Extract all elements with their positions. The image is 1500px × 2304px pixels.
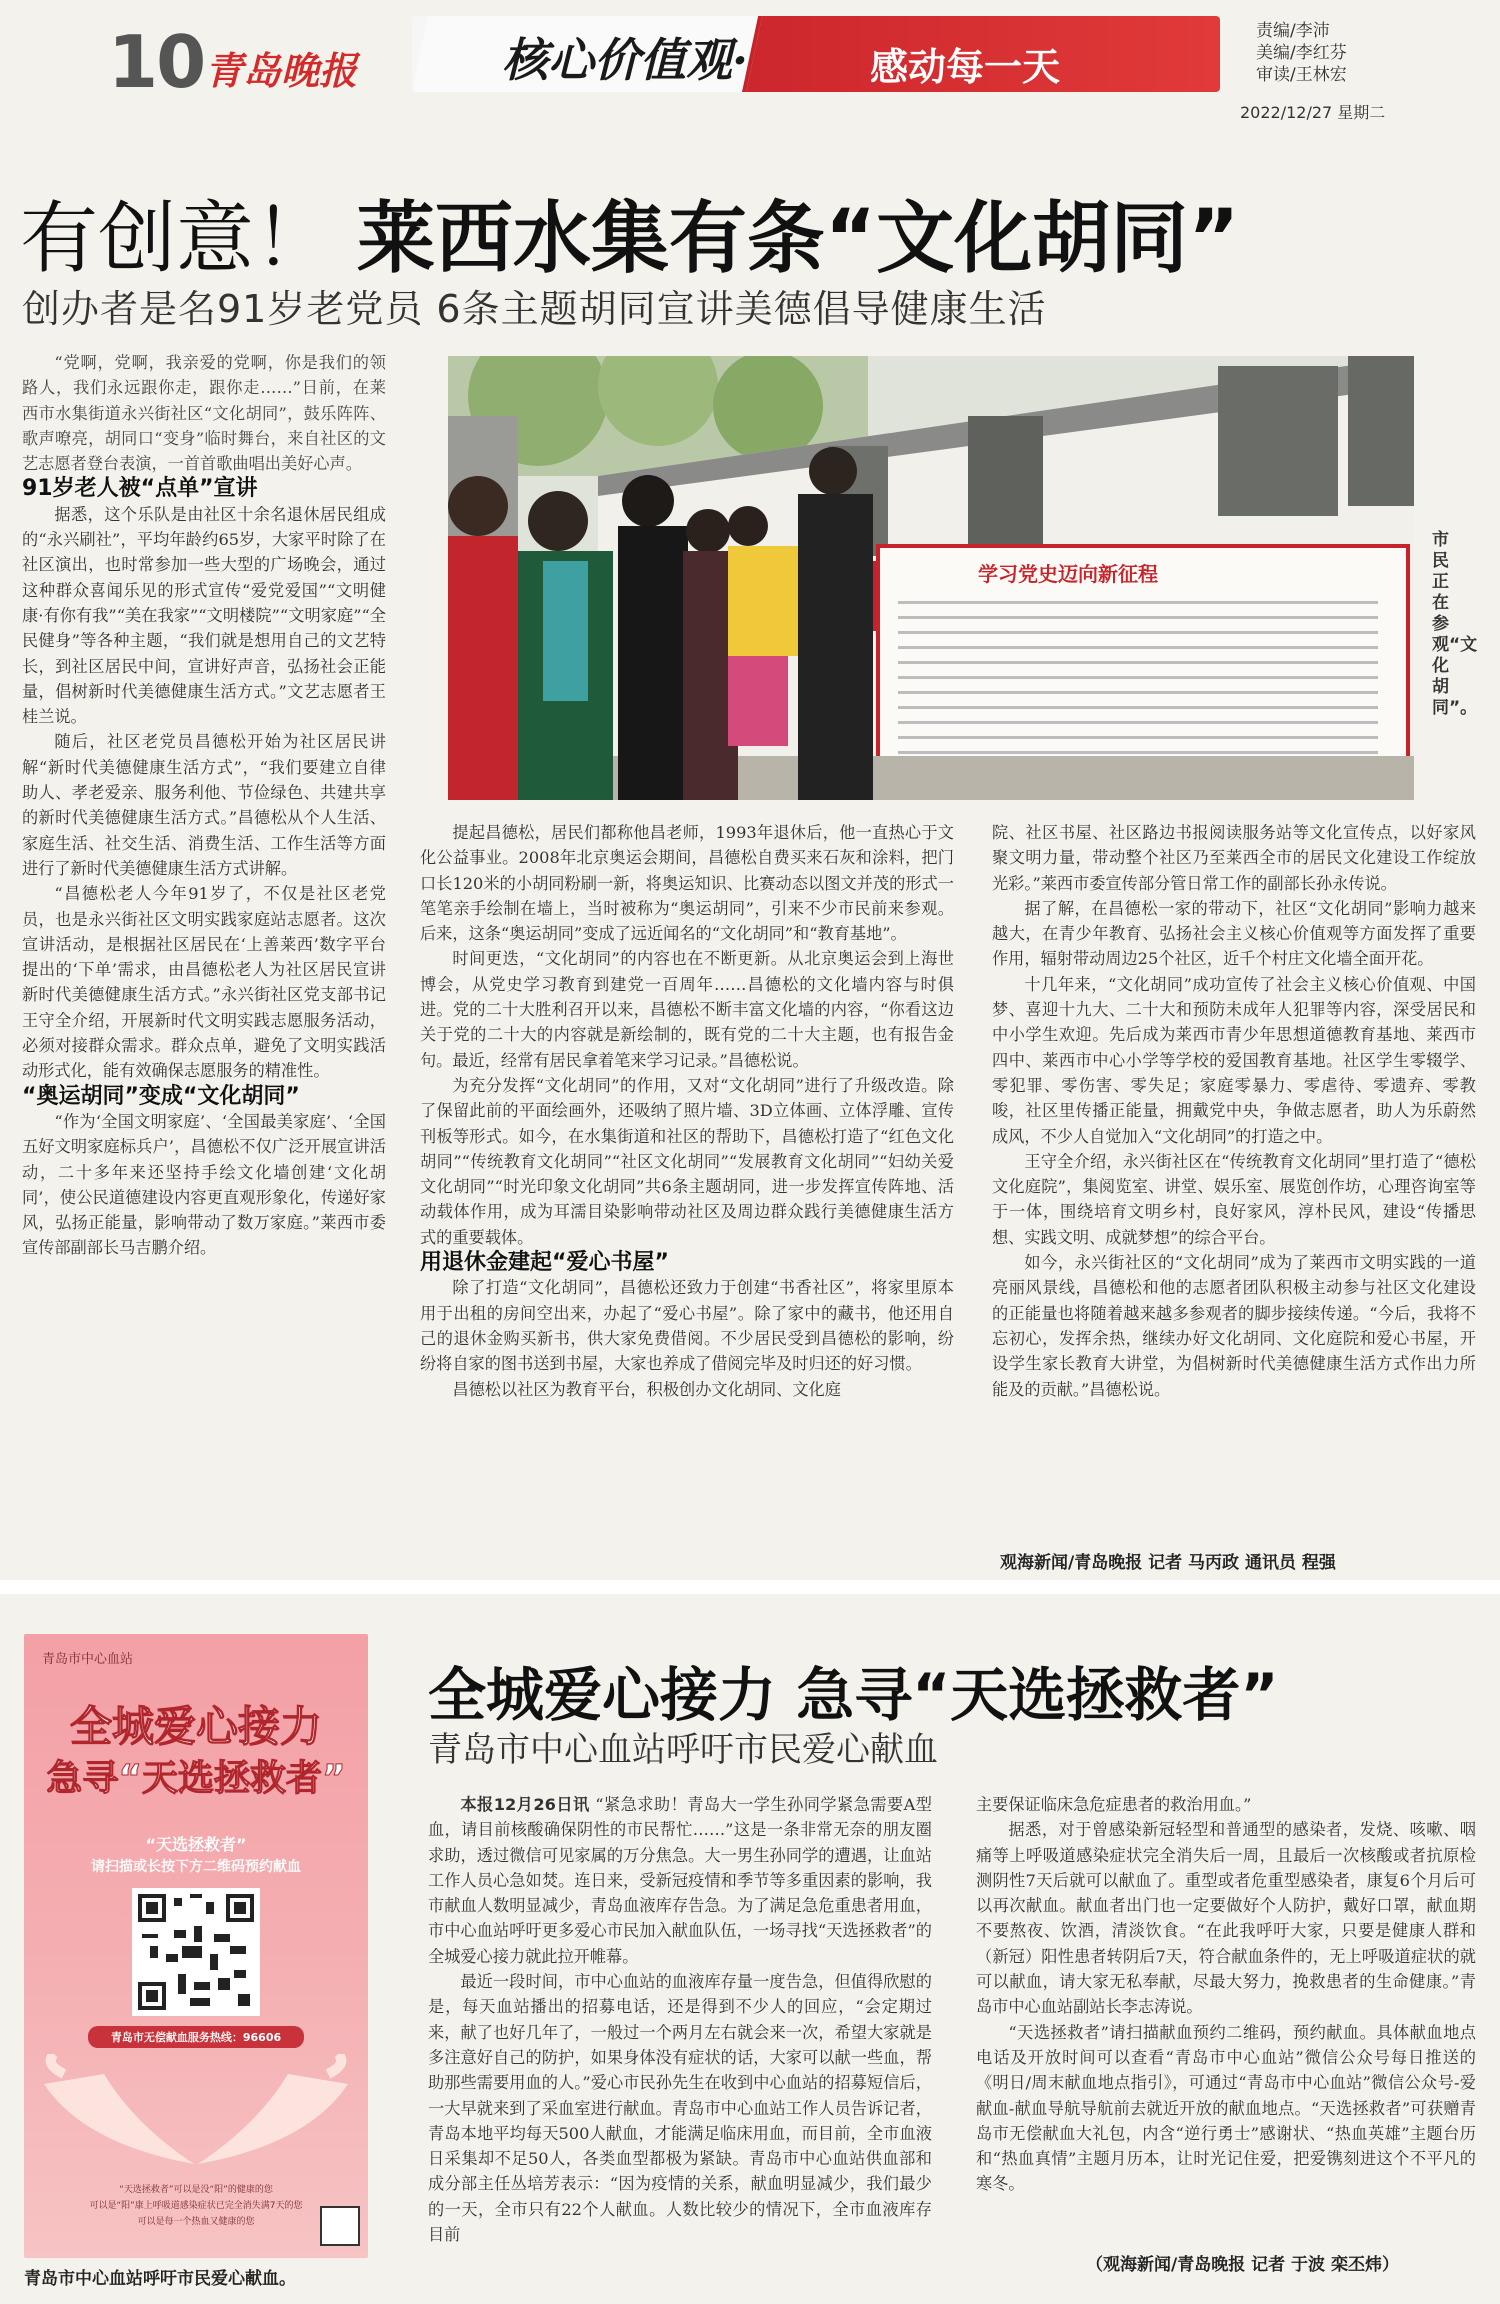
section-divider (0, 1580, 1500, 1594)
section-heading: 用退休金建起“爱心书屋” (420, 1250, 669, 1276)
page-number: 10 (108, 20, 205, 104)
article1-byline: 观海新闻/青岛晚报 记者 马丙政 通讯员 程强 (1000, 1553, 1336, 1573)
editor-credits (1256, 20, 1347, 86)
poster-title-line2: 急寻“天选拯救者” (46, 1758, 346, 1799)
paragraph: 据了解，在昌德松一家的带动下，社区“文化胡同”影响力越来越大，在青少年教育、弘扬社会主义核心价值观等方面发挥了重要作用，辐射带动周边25个社区，近千个村庄文化墙全面开花。 (992, 898, 1476, 969)
article2-subheadline: 青岛市中心血站呼吁市民爱心献血 (428, 1730, 938, 1770)
article1-lead: “党啊，党啊，我亲爱的党啊，你是我们的领路人，我们永远跟你走，跟你走……”日前，在莱西市水集街道永兴街社区“文化胡同”，鼓乐阵阵、歌声嘹亮，胡同口“变身”临时舞台，来自社区的文艺志愿者登台表演，一首首歌曲唱出美好心声。 (22, 353, 386, 474)
credit-proofreader: 审读/王林宏 (1256, 65, 1347, 85)
qr-code[interactable] (132, 1888, 260, 2016)
dateline: 本报12月26日讯 (460, 1795, 590, 1814)
paragraph: 为充分发挥“文化胡同”的作用，又对“文化胡同”进行了升级改造。除了保留此前的平面绘画外，还吸纳了照片墙、3D立体画、立体浮雕、宣传刊板等形式。如今，在水集街道和社区的帮助下，昌德松打造了“红色文化胡同”“传统教育文化胡同”“社区文化胡同”“发展教育文化胡同”“妇幼关爱文化胡同”“时光印象文化胡同”共6条主题胡同，进一步发挥宣传阵地、活动载体作用，成为耳濡目染影响带动社区及周边群众践行美德健康生活方式的重要载体。 (420, 1075, 954, 1247)
article2-byline: （观海新闻/青岛晚报 记者 于波 栾丕炜） (1086, 2255, 1399, 2275)
credit-designer: 美编/李红芬 (1256, 43, 1347, 63)
paragraph: 提起昌德松，居民们都称他昌老师，1993年退休后，他一直热心于文化公益事业。2008年北京奥运会期间，昌德松自费买来石灰和涂料，把门口长120米的小胡同粉刷一新，将奥运知识、比赛动态以图文并茂的形式一笔笔亲手绘制在墙上，当时被称为“奥运胡同”，引来不少市民前来参观。后来，这条“奥运胡同”变成了远近闻名的“文化胡同”和“教育基地”。 (420, 823, 954, 944)
section-heading: 91岁老人被“点单”宣讲 (22, 476, 258, 502)
article2-column-1 (428, 1792, 932, 2292)
paragraph: 主要保证临床急危症患者的救治用血。” (976, 1795, 1252, 1814)
headline-prefix: 有创意！ (20, 194, 333, 284)
photo-caption: 市民正在参观“文化胡同”。 (1432, 530, 1478, 718)
poster-note-line1: “天选拯救者”可以是没“阳”的健康的您 (119, 2185, 273, 2195)
article-photo (448, 356, 1414, 800)
article1-headline (20, 176, 1239, 288)
headline-main: 莱西水集有条“文化胡同” (356, 194, 1240, 284)
column-banner (412, 16, 1220, 92)
banner-subtitle: 感动每一天 (870, 45, 1061, 89)
article1-column-2 (420, 820, 954, 1572)
paragraph: 最近一段时间，市中心血站的血液库存量一度告急，但值得欣慰的是，每天血站播出的招募电话，还是得到不少人的回应，“会定期过来，献了也好几年了，一般过一个两月左右就会来一次，希望大家就是多注意好自己的防护，如果身体没有症状的话，大家可以献一些血，帮助那些需要用血的人。”爱心市民孙先生在收到中心血站的招募短信后，一大早就来到了采血室进行献血。青岛市中心血站工作人员告诉记者，青岛本地平均每天500人献血，才能满足临床用血，而目前，全市血液日采集却不足50人，各类血型都极为紧缺。青岛市中心血站供血部和成分部主任丛培芳表示：“因为疫情的关系，献血明显减少，我们最少的一天，全市只有22个人献血。人数比较少的情况下，全市血液库存目前 (428, 1972, 932, 2245)
paragraph: 十几年来，“文化胡同”成功宣传了社会主义核心价值观、中国梦、喜迎十九大、二十大和预防未成年人犯罪等内容，深受居民和中小学生欢迎。先后成为莱西市青少年思想道德教育基地、莱西市四中、莱西市中心小学等学校的爱国教育基地。社区学生零辍学、零犯罪、零伤害、零失足；家庭零暴力、零虐待、零遗弃、零教唆，社区里传播正能量，拥戴党中央，争做志愿者，助人为乐蔚然成风，不少人自觉加入“文化胡同”的打造之中。 (992, 974, 1476, 1146)
paragraph: “昌德松老人今年91岁了，不仅是社区老党员，也是永兴街社区文明实践家庭站志愿者。这次宣讲活动，是根据社区居民在‘上善莱西’数字平台提出的‘下单’需求，由昌德松老人为社区居民宣讲新时代美德健康生活方式。”永兴街社区党支部书记王守全介绍，开展新时代文明实践志愿服务活动，必须对接群众需求。群众点单，避免了文明实践活动形式化，能有效确保志愿服务的精准性。 (22, 884, 386, 1081)
small-qr-code (320, 2206, 360, 2246)
paragraph: 昌德松以社区为教育平台，积极创办文化胡同、文化庭 (452, 1379, 841, 1399)
credit-editor: 责编/李沛 (1256, 21, 1330, 41)
issue-date: 2022/12/27 星期二 (1240, 103, 1386, 122)
wall-title: 学习党史迈向新征程 (978, 562, 1158, 586)
paragraph: 如今，永兴街社区的“文化胡同”成为了莱西市文明实践的一道亮丽风景线，昌德松和他的志愿者团队积极主动参与社区文化建设的正能量也将随着越来越多参观者的脚步接续传递。“今后，我将不忘初心，发挥余热，继续办好文化胡同、文化庭院和爱心书屋，开设学生家长教育大讲堂，为倡树新时代美德健康生活方式作出力所能及的贡献。”昌德松说。 (992, 1253, 1476, 1399)
paragraph: 据悉，对于曾感染新冠轻型和普通型的感染者，发烧、咳嗽、咽痛等上呼吸道感染症状完全消失后一周，且最后一次核酸或者抗原检测阴性7天后就可以献血了。重型或者危重型感染者，康复6个月后可以再次献血。献血者出门也一定要做好个人防护，戴好口罩，献血期不要熬夜、饮酒，清淡饮食。“在此我呼吁大家，只要是健康人群和（新冠）阳性患者转阴后7天，符合献血条件的，无上呼吸道症状的就可以献血，请大家无私奉献，尽最大努力，挽救患者的生命健康。”青岛市中心血站副站长李志涛说。 (976, 1820, 1476, 2017)
hands-illustration (24, 2054, 368, 2174)
article1-subheadline: 创办者是名91岁老党员 6条主题胡同宣讲美德倡导健康生活 (22, 287, 1047, 331)
paper-name: 青岛晚报 (205, 48, 358, 93)
paragraph: “紧急求助！青岛大一学生孙同学紧急需要A型血，请目前核酸确保阴性的市民帮忙……”这是一条非常无奈的朋友圈求助，透过微信可见家属的万分焦急。大一男生孙同学的遭遇，让血站工作人员心急如焚。连日来，受新冠疫情和季节等多重因素的影响，我市献血人数明显减少，青岛血液库存告急。为了满足急危重患者用血，市中心血站呼吁更多爱心市民加入献血队伍，一场寻找“天选拯救者”的全城爱心接力就此拉开帷幕。 (428, 1795, 932, 1966)
section-heading: “奥运胡同”变成“文化胡同” (22, 1083, 300, 1109)
article1-column-3 (992, 820, 1476, 1545)
paragraph: 时间更迭，“文化胡同”的内容也在不断更新。从北京奥运会到上海世博会，从党史学习教育到建党一百周年……昌德松的文化墙内容与时俱进。党的二十大胜利召开以来，昌德松不断丰富文化墙的内容，“你看这边关于党的二十大的内容就是新绘制的，既有党的二十大主题，也有报告金句。最近，经常有居民拿着笔来学习记录。”昌德松说。 (420, 949, 954, 1070)
article2-column-2 (976, 1792, 1476, 2242)
paragraph: 随后，社区老党员昌德松开始为社区居民讲解“新时代美德健康生活方式”，“我们要建立自律助人、孝老爱亲、服务利他、节俭绿色、共建共享的新时代美德健康生活方式。”昌德松从个人生活、家庭生活、社交生活、消费生活、工作生活等方面进行了新时代美德健康生活方式讲解。 (22, 732, 386, 878)
poster-instruction-line2: 请扫描或长按下方二维码预约献血 (91, 1859, 301, 1875)
article1-column-1 (22, 350, 386, 1572)
poster-org: 青岛市中心血站 (42, 1652, 134, 1667)
article2-headline: 全城爱心接力 急寻“天选拯救者” (428, 1661, 1279, 1729)
paragraph: 王守全介绍，永兴街社区在“传统教育文化胡同”里打造了“德松文化庭院”，集阅览室、讲堂、娱乐室、展览创作坊，心理咨询室等于一体，围绕培育文明乡村，良好家风，淳朴民风，建设“传播思想、实践文明、成就梦想”的综合平台。 (992, 1151, 1476, 1247)
paragraph: “天选拯救者”请扫描献血预约二维码，预约献血。具体献血地点电话及开放时间可以查看“青岛市中心血站”微信公众号每日推送的《明日/周末献血地点指引》，可通过“青岛市中心血站”微信公众号-爱献血-献血导航导航前去就近开放的献血地点。“天选拯救者”可获赠青岛市无偿献血大礼包，内含“逆行勇士”感谢状、“热血英雄”主题台历和“热血真情”主题月历本，让时光记住爱，把爱镌刻进这个不平凡的寒冬。 (976, 2022, 1476, 2194)
blood-donation-poster (24, 1634, 368, 2258)
poster-note-line2: 可以是“阳”康上呼吸道感染症状已完全消失满7天的您 (89, 2201, 303, 2211)
poster-caption: 青岛市中心血站呼吁市民爱心献血。 (24, 2269, 296, 2289)
poster-note-line3: 可以是每一个热血又健康的您 (137, 2217, 255, 2227)
poster-hotline: 青岛市无偿献血服务热线：96606 (88, 2026, 304, 2048)
banner-main-title: 核心价值观· (502, 33, 749, 87)
paragraph: 院、社区书屋、社区路边书报阅读服务站等文化宣传点，以好家风聚文明力量，带动整个社区乃至莱西全市的居民文化建设工作绽放光彩。”莱西市委宣传部分管日常工作的副部长孙永传说。 (992, 823, 1476, 893)
paragraph: 除了打造“文化胡同”，昌德松还致力于创建“书香社区”，将家里原本用于出租的房间空出来，办起了“爱心书屋”。除了家中的藏书，他还用自己的退休金购买新书，供大家免费借阅。不少居民受到昌德松的影响，纷纷将自家的图书送到书屋，大家也养成了借阅完毕及时归还的好习惯。 (420, 1278, 954, 1374)
poster-instruction-line1: “天选拯救者” (145, 1835, 247, 1854)
poster-title-line1: 全城爱心接力 (69, 1702, 322, 1751)
paragraph: “作为‘全国文明家庭’、‘全国最美家庭’、‘全国五好文明家庭标兵户’，昌德松不仅广泛开展宣讲活动，二十多年来还坚持手绘文化墙创建‘文化胡同’，使公民道德建设内容更直观形象化，传递好家风，弘扬正能量，影响带动了数万家庭。”莱西市委宣传部副部长马吉鹏介绍。 (22, 1111, 386, 1258)
paragraph: 据悉，这个乐队是由社区十余名退休居民组成的“永兴刷社”，平均年龄约65岁，大家平时除了在社区演出，也时常参加一些大型的广场晚会，通过这种群众喜闻乐见的形式宣传“爱党爱国”“文明健康·有你有我”“美在我家”“文明楼院”“文明家庭”“全民健身”等各种主题，“我们就是想用自己的文艺特长，到社区居民中间，宣讲好声音，弘扬社会正能量，倡树新时代美德健康生活方式。”文艺志愿者王桂兰说。 (22, 504, 386, 727)
